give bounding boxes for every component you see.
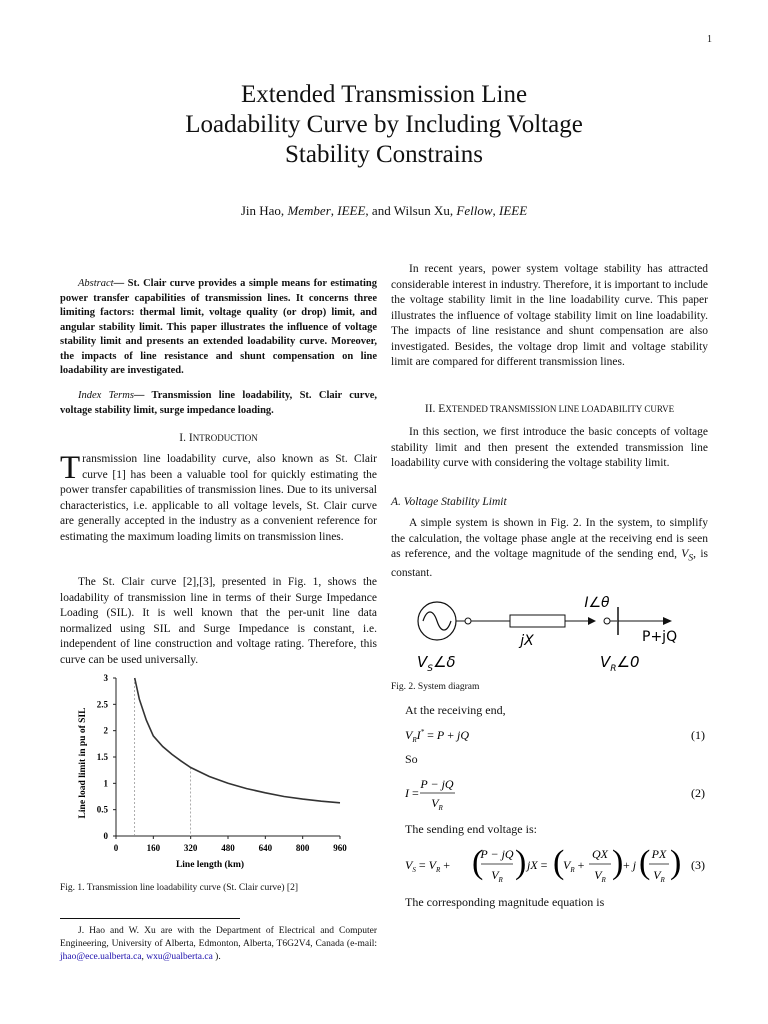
subsection-a-text-end: , is constant. bbox=[391, 548, 708, 579]
x-tick-label: 480 bbox=[221, 843, 235, 853]
sending-voltage-label bbox=[417, 653, 456, 674]
eq2-numerator: P − jQ bbox=[420, 777, 454, 791]
vs-variable: V bbox=[681, 548, 689, 560]
section-2-paragraph: In this section, we first introduce the basic concepts of voltage stability limit and then present the extended transmission line loadability curve with considering the voltage stability limit. bbox=[391, 426, 708, 469]
footnote-end: ). bbox=[212, 952, 221, 962]
intro-paragraph-2: The St. Clair curve [2],[3], presented in Fig. 1, shows the loadability of transmission line in terms of their Surge Impedance Loading (SIL). It is well known that the per-unit line data normalized using SIL and Surge Impedance is constant, i.e. independent of line construction and voltage rating. Therefore, this curve can be used universally. bbox=[60, 576, 377, 666]
x-tick-label: 800 bbox=[295, 843, 310, 853]
vs-subscript: S bbox=[688, 552, 694, 564]
chart-reference-lines bbox=[135, 678, 191, 836]
paren-close: ) bbox=[612, 844, 624, 881]
author-1-org: IEEE bbox=[337, 203, 366, 218]
paren-close: ) bbox=[670, 844, 682, 881]
author-2-role: Fellow bbox=[456, 203, 493, 218]
eq2-lhs: I = bbox=[405, 786, 419, 800]
title-line-3: Stability Constrains bbox=[285, 141, 483, 168]
subsection-a-paragraph bbox=[391, 516, 708, 581]
author-2-name: , and Wilsun Xu, bbox=[365, 203, 457, 218]
intro-paragraph-1-text: ransmission line loadability curve, also known as St. Clair curve [1] has been a valuable tool for quickly estimating the power transfer capabilities of transmission lines. Due to its universal characteristics, i.e. applicable to all voltage levels, St. Clair curve are generally accepted in the industry as a convenient reference for estimating the maximum loading limits on transmission lines. bbox=[60, 453, 377, 543]
y-tick-label: 0 bbox=[103, 831, 108, 841]
abstract-label: Abstract bbox=[78, 278, 114, 289]
index-terms bbox=[60, 389, 377, 418]
sending-end-text: The sending end voltage is: bbox=[405, 822, 537, 836]
sine-wave-icon bbox=[423, 612, 451, 630]
paren-close: ) bbox=[515, 844, 527, 881]
equation-1-number: (1) bbox=[691, 728, 705, 742]
vs-label: V bbox=[417, 653, 428, 671]
section-1-heading-initial: I bbox=[188, 432, 193, 444]
footnote bbox=[60, 925, 377, 964]
vr-label: V bbox=[600, 653, 611, 671]
current-arrow-icon bbox=[588, 617, 596, 625]
paren-open: ( bbox=[472, 844, 484, 881]
email-link-2[interactable]: wxu@ualberta.ca bbox=[146, 952, 213, 962]
magnitude-text: The corresponding magnitude equation is bbox=[405, 895, 605, 909]
x-tick-label: 960 bbox=[333, 843, 347, 853]
drop-cap: T bbox=[60, 450, 81, 486]
section-2-heading-rest: XTENDED TRANSMISSION LINE LOADABILITY CURVE bbox=[445, 404, 675, 414]
eq3-part3: $V_R$ + bbox=[563, 858, 585, 874]
eq3-num1: P − jQ bbox=[480, 847, 514, 861]
y-axis-label: Line load limit in pu of SIL bbox=[78, 707, 88, 819]
paper-title bbox=[84, 80, 684, 170]
index-terms-label: Index Terms bbox=[78, 390, 134, 401]
chart-axes bbox=[116, 678, 340, 836]
vr-angle: ∠0 bbox=[616, 653, 640, 671]
author-1-name: Jin Hao, bbox=[240, 203, 288, 218]
email-link-1[interactable]: jhao@ece.ualberta.ca bbox=[60, 952, 142, 962]
impedance-box bbox=[510, 615, 565, 627]
load-label: P+jQ bbox=[642, 629, 678, 645]
eq3-den2: $V_R$ bbox=[594, 868, 606, 884]
eq1-lhs: $V_RI^* = P$ + jQ bbox=[405, 728, 470, 744]
section-1-heading bbox=[60, 432, 377, 444]
footnote-text: J. Hao and W. Xu are with the Department of Electrical and Computer Engineering, University of Alberta, Edmonton, Alberta, T6G2V4, Canada (e-mail: bbox=[60, 926, 377, 949]
load-arrow-icon bbox=[663, 617, 672, 625]
section-1-heading-rest: NTRODUCTION bbox=[192, 433, 258, 443]
y-tick-label: 3 bbox=[103, 673, 108, 683]
equation-2-number: (2) bbox=[691, 786, 705, 800]
author-separator: , bbox=[330, 203, 338, 218]
equation-1 bbox=[405, 726, 705, 744]
subsection-a-text: A simple system is shown in Fig. 2. In the system, to simplify the calculation, the voltage phase angle at the receiving end is seen as reference, and the voltage magnitude of the sending end, bbox=[391, 517, 708, 560]
eq2-denominator: $V_R$ bbox=[431, 796, 443, 812]
receiving-voltage-label bbox=[600, 653, 640, 674]
figure-1-chart bbox=[70, 668, 355, 878]
equation-3 bbox=[405, 842, 705, 888]
equation-3-number: (3) bbox=[691, 858, 705, 872]
x-tick-label: 320 bbox=[183, 843, 198, 853]
eq3-num2: QX bbox=[592, 847, 608, 861]
figure-1-caption: Fig. 1. Transmission line loadability curve (St. Clair curve) [2] bbox=[60, 883, 299, 893]
y-tick-label: 1.5 bbox=[96, 752, 108, 762]
right-paragraph-1: In recent years, power system voltage stability has attracted considerable interest in industry. Therefore, it is important to include the voltage stability limit in the line loadability curve. This paper illustrates the influence of voltage stability limit on line loadability. The impacts of line resistance and shunt compensation are also investigated. Besides, the voltage drop limit and voltage stability limit are compared for different transmission lines. bbox=[391, 263, 708, 368]
equation-2 bbox=[405, 776, 705, 812]
bus-node-receiving bbox=[604, 618, 610, 624]
figure-2-caption: Fig. 2. System diagram bbox=[391, 682, 480, 692]
eq3-part1: $V_S = V_R$ + bbox=[405, 858, 451, 874]
index-terms-dash: — bbox=[133, 390, 152, 401]
section-1-numeral: I. bbox=[179, 432, 189, 444]
paren-open: ( bbox=[553, 844, 565, 881]
page-number: 1 bbox=[707, 34, 712, 45]
so-text: So bbox=[405, 752, 418, 766]
x-axis-label: Line length (km) bbox=[175, 860, 245, 870]
section-2-heading bbox=[391, 403, 708, 415]
current-label: I∠θ bbox=[584, 595, 610, 611]
x-tick-label: 640 bbox=[258, 843, 273, 853]
abstract bbox=[60, 277, 377, 379]
vs-label-sub: S bbox=[427, 664, 433, 674]
author-1-role: Member bbox=[287, 203, 331, 218]
index-terms-text: Transmission line loadability, St. Clair curve, voltage stability limit, surge impedance loading. bbox=[60, 390, 377, 416]
impedance-label: jX bbox=[520, 633, 534, 649]
y-tick-label: 1 bbox=[103, 778, 108, 789]
subsection-a-title: A. Voltage Stability Limit bbox=[391, 496, 507, 508]
x-tick-label: 0 bbox=[113, 843, 119, 853]
eq3-den1: $V_R$ bbox=[491, 868, 503, 884]
abstract-text: St. Clair curve provides a simple means for estimating power transfer capabilities of transmission lines. It concerns three limiting factors: thermal limit, voltage quality (or drop) limit, and angular stability limit. This paper illustrates the influence of voltage stability limit and presents an extended loadability curve. Moreover, the impacts of line resistance and shunt compensation on line loadability are investigated. bbox=[60, 278, 377, 376]
title-line-1: Extended Transmission Line bbox=[240, 81, 528, 108]
figure-2-system-diagram bbox=[395, 587, 705, 675]
y-tick-label: 0.5 bbox=[96, 804, 108, 815]
bus-node-sending bbox=[465, 618, 471, 624]
title-line-2: Loadability Curve by Including Voltage bbox=[185, 111, 583, 138]
vs-angle: ∠δ bbox=[432, 653, 456, 671]
eq3-part4: + j bbox=[623, 858, 637, 872]
x-tick-label: 160 bbox=[146, 843, 161, 853]
loadability-curve bbox=[135, 678, 340, 803]
y-tick-label: 2.5 bbox=[96, 699, 108, 710]
receiving-end-text: At the receiving end, bbox=[405, 703, 506, 717]
paren-open: ( bbox=[639, 844, 651, 881]
y-tick-label: 2 bbox=[103, 725, 108, 736]
abstract-dash: — bbox=[113, 278, 128, 289]
footnote-sep: , bbox=[141, 952, 147, 962]
eq3-part2: jX = bbox=[527, 858, 548, 872]
eq3-num3: PX bbox=[651, 847, 667, 861]
author-2-org: IEEE bbox=[499, 203, 528, 218]
author-separator: , bbox=[492, 203, 499, 218]
author-line bbox=[84, 203, 684, 219]
intro-paragraph-1 bbox=[60, 452, 377, 545]
section-2-numeral: II. bbox=[424, 403, 439, 415]
eq3-den3: $V_R$ bbox=[653, 868, 665, 884]
footnote-divider bbox=[60, 918, 240, 919]
section-2-heading-initial: E bbox=[438, 403, 446, 415]
vr-label-sub: R bbox=[610, 664, 617, 674]
